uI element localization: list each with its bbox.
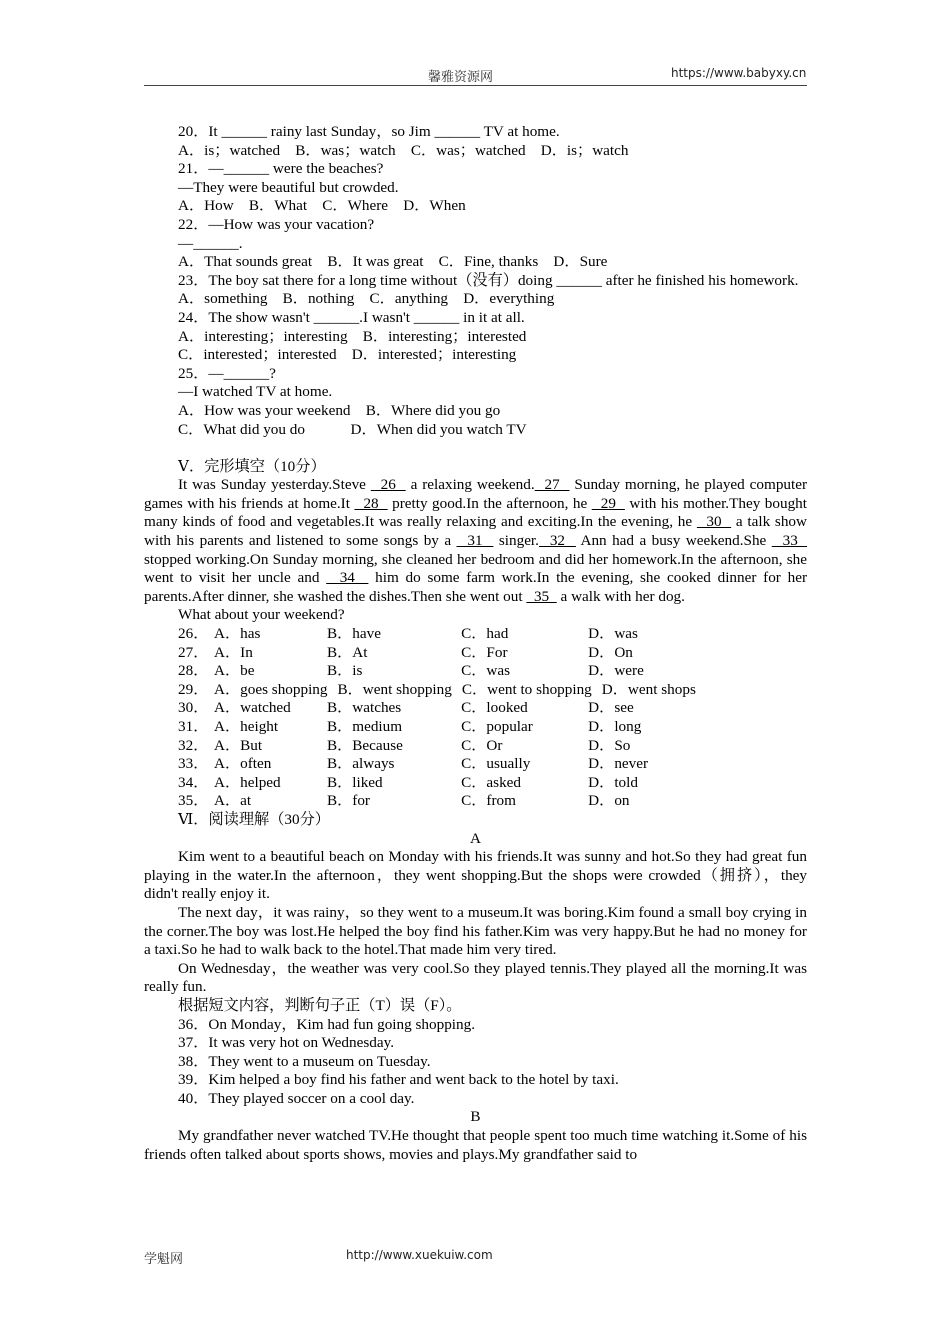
passage-a-paragraph-3: On Wednesday，the weather was very cool.So they played tennis.They played all the morning.It was really fun. xyxy=(144,959,807,996)
section-6-title: Ⅵ．阅读理解（30分） xyxy=(178,810,330,828)
section-5-title: Ⅴ．完形填空（10分） xyxy=(178,457,326,475)
cloze-passage: It was Sunday yesterday.Steve 26 a relaxing weekend. 27 Sunday morning, he played computer games with his friends at home.It 28 pretty good.In the afternoon, he 29 with his mother.They bought many kinds of food and vegetables.It was really relaxing and exciting.In the evening, he 30 a talk show with his parents and listened to some songs by a 31 singer. 32 Ann had a busy weekend.She 33 stopped working.On Sunday morning, she cleaned her bedroom and did her homework.In the afternoon, she went to visit her uncle and 34 him do some farm work.In the evening, she cooked dinner for her parents.After dinner, she washed the dishes.Then she went out 35 a walk with her dog. xyxy=(144,476,808,605)
question-25: 25．—______? xyxy=(178,364,276,382)
blank-31: 31 xyxy=(456,532,494,550)
footer-site-name: 学魁网 xyxy=(144,1252,184,1267)
question-21-options: A．How B．What C．Where D．When xyxy=(178,197,466,215)
cloze-row: 26． A．has B．have C．had D．was xyxy=(178,625,638,643)
header-url[interactable]: https://www.babyxy.cn xyxy=(671,66,807,80)
cloze-row: 35． A．at B．for C．from D．on xyxy=(178,792,630,810)
blank-30: 30 xyxy=(696,513,732,531)
cloze-row: 31． A．height B．medium C．popular D．long xyxy=(178,718,642,735)
question-38: 38．They went to a museum on Tuesday. xyxy=(178,1052,431,1070)
question-25-reply: —I watched TV at home. xyxy=(178,383,333,401)
question-20: 20．It ______ rainy last Sunday，so Jim ______ TV at home. xyxy=(178,123,560,140)
question-25-options-2: C．What did you do D．When did you watch TV xyxy=(178,420,527,438)
cloze-closing: What about your weekend? xyxy=(178,606,345,624)
footer-url[interactable]: http://www.xuekuiw.com xyxy=(346,1248,493,1262)
blank-29: 29 xyxy=(591,494,625,512)
question-24-options-2: C．interested；interested D．interested；interesting xyxy=(178,346,517,364)
blank-27: 27 xyxy=(534,476,570,494)
blank-32: 32 xyxy=(538,532,576,550)
exam-content xyxy=(144,123,807,1164)
question-39: 39．Kim helped a boy find his father and went back to the hotel by taxi. xyxy=(178,1071,619,1089)
passage-a-paragraph-1: Kim went to a beautiful beach on Monday with his friends.It was sunny and hot.So they had great fun playing in the water.In the afternoon，they went shopping.But the shops were crowded（拥挤），they didn't really enjoy it. xyxy=(144,848,807,903)
passage-a-label: A xyxy=(470,829,481,847)
question-22: 22．—How was your vacation? xyxy=(178,215,375,233)
question-21-reply: —They were beautiful but crowded. xyxy=(178,178,399,196)
cloze-row: 33． A．often B．always C．usually D．never xyxy=(178,755,649,773)
blank-35: 35 xyxy=(526,587,557,605)
header-site-name: 馨雅资源网 xyxy=(428,70,494,85)
true-false-instruction: 根据短文内容，判断句子正（T）误（F）。 xyxy=(178,996,462,1014)
question-21: 21．—______ were the beaches? xyxy=(178,160,384,178)
question-23-options: A．something B．nothing C．anything D．everything xyxy=(178,290,555,308)
cloze-row: 28． A．be B．is C．was D．were xyxy=(178,662,644,680)
passage-a-paragraph-2: The next day，it was rainy，so they went to a museum.It was boring.Kim found a small boy crying in the corner.The boy was lost.He helped the boy find his father.Kim was very happy.But he had no money for a taxi.So he had to walk back to the hotel.That made him very tired. xyxy=(144,903,807,959)
cloze-row: 32． A．But B．Because C．Or D．So xyxy=(178,736,631,754)
cloze-row: 29． A．goes shopping B．went shopping C．went to shopping D．went shops xyxy=(178,680,696,698)
question-20-options: A．is；watched B．was；watch C．was；watched D．is；watch xyxy=(178,141,629,159)
question-23: 23．The boy sat there for a long time without（没有）doing ______ after he finished his homework. xyxy=(178,271,799,289)
cloze-row: 30． A．watched B．watches C．looked D．see xyxy=(178,699,634,717)
question-37: 37．It was very hot on Wednesday. xyxy=(178,1034,394,1052)
question-22-reply: —______. xyxy=(178,234,243,252)
question-24: 24．The show wasn't ______.I wasn't ______ in it at all. xyxy=(178,308,525,326)
cloze-row: 27． A．In B．At C．For D．On xyxy=(178,643,633,661)
header-divider xyxy=(144,85,807,86)
cloze-row: 34． A．helped B．liked C．asked D．told xyxy=(178,773,638,791)
question-25-options-1: A．How was your weekend B．Where did you go xyxy=(178,401,501,419)
blank-28: 28 xyxy=(354,494,388,512)
cloze-options-table xyxy=(144,625,706,811)
blank-33: 33 xyxy=(771,532,808,550)
blank-34: 34 xyxy=(326,569,369,587)
passage-b-paragraph-1: My grandfather never watched TV.He thought that people spent too much time watching it.Some of his friends often talked about sports shows, movies and plays.My grandfather said to xyxy=(144,1127,807,1163)
passage-b-label: B xyxy=(470,1108,481,1126)
question-22-options: A．That sounds great B．It was great C．Fine, thanks D．Sure xyxy=(178,253,608,271)
question-36: 36．On Monday，Kim had fun going shopping. xyxy=(178,1015,475,1033)
question-24-options-1: A．interesting；interesting B．interesting；interested xyxy=(178,327,527,345)
blank-26: 26 xyxy=(370,476,406,494)
question-40: 40．They played soccer on a cool day. xyxy=(178,1089,415,1107)
